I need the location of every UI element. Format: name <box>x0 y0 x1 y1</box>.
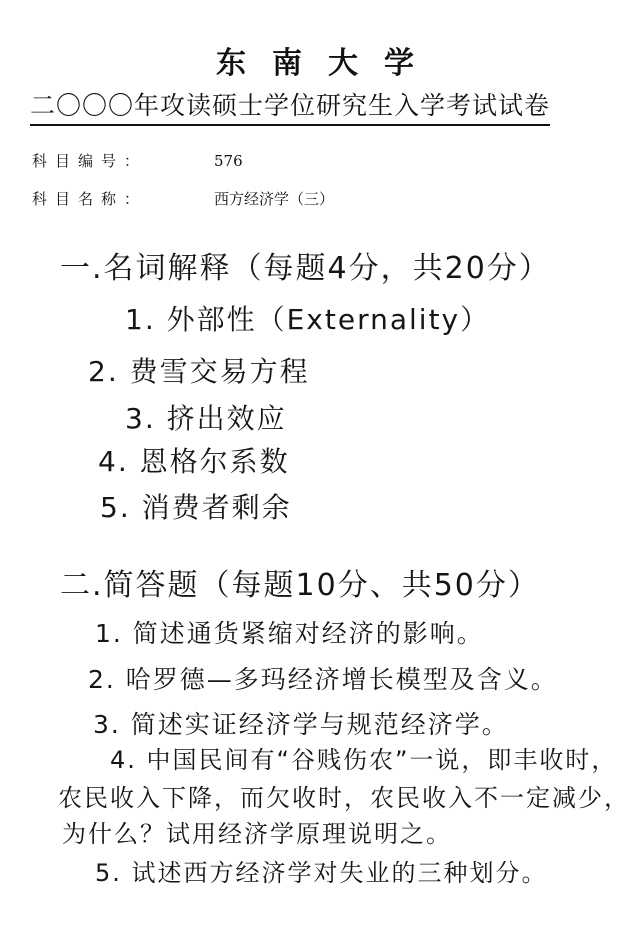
subject-code-label: 科目编号： <box>32 152 148 170</box>
section-2-item: 2. 哈罗德—多玛经济增长模型及含义。 <box>88 665 558 694</box>
section-1-item: 3. 挤出效应 <box>125 402 287 435</box>
section-1-heading: 一.名词解释（每题4分，共20分） <box>60 251 551 286</box>
subject-name-label: 科目名称： <box>32 190 148 208</box>
university-name: 东南大学 <box>216 46 440 81</box>
section-1-item: 1. 外部性（Externality） <box>125 303 491 336</box>
section-2-heading: 二.简答题（每题10分、共50分） <box>60 568 540 603</box>
section-2-item: 1. 简述通货紧缩对经济的影响。 <box>95 619 484 648</box>
section-2-item-line: 为什么？试用经济学原理说明之。 <box>62 820 452 848</box>
section-2-item: 3. 简述实证经济学与规范经济学。 <box>93 710 509 739</box>
section-2-item: 5. 试述西方经济学对失业的三种划分。 <box>95 859 548 887</box>
subject-code-row <box>32 150 243 171</box>
section-2-item-line: 农民收入下降，而欠收时，农民收入不一定减少， <box>58 784 630 812</box>
subject-name-value: 西方经济学（三） <box>214 190 335 208</box>
subject-code-value: 576 <box>214 152 243 170</box>
section-2-item-line: 4. 中国民间有“谷贱伤农”一说，即丰收时， <box>110 746 618 774</box>
exam-title: 二〇〇〇年攻读硕士学位研究生入学考试试卷 <box>30 86 550 126</box>
subject-name-row <box>32 188 334 209</box>
section-1-item: 4. 恩格尔系数 <box>98 445 290 478</box>
section-1-item: 2. 费雪交易方程 <box>88 355 310 388</box>
section-1-item: 5. 消费者剩余 <box>100 491 292 524</box>
